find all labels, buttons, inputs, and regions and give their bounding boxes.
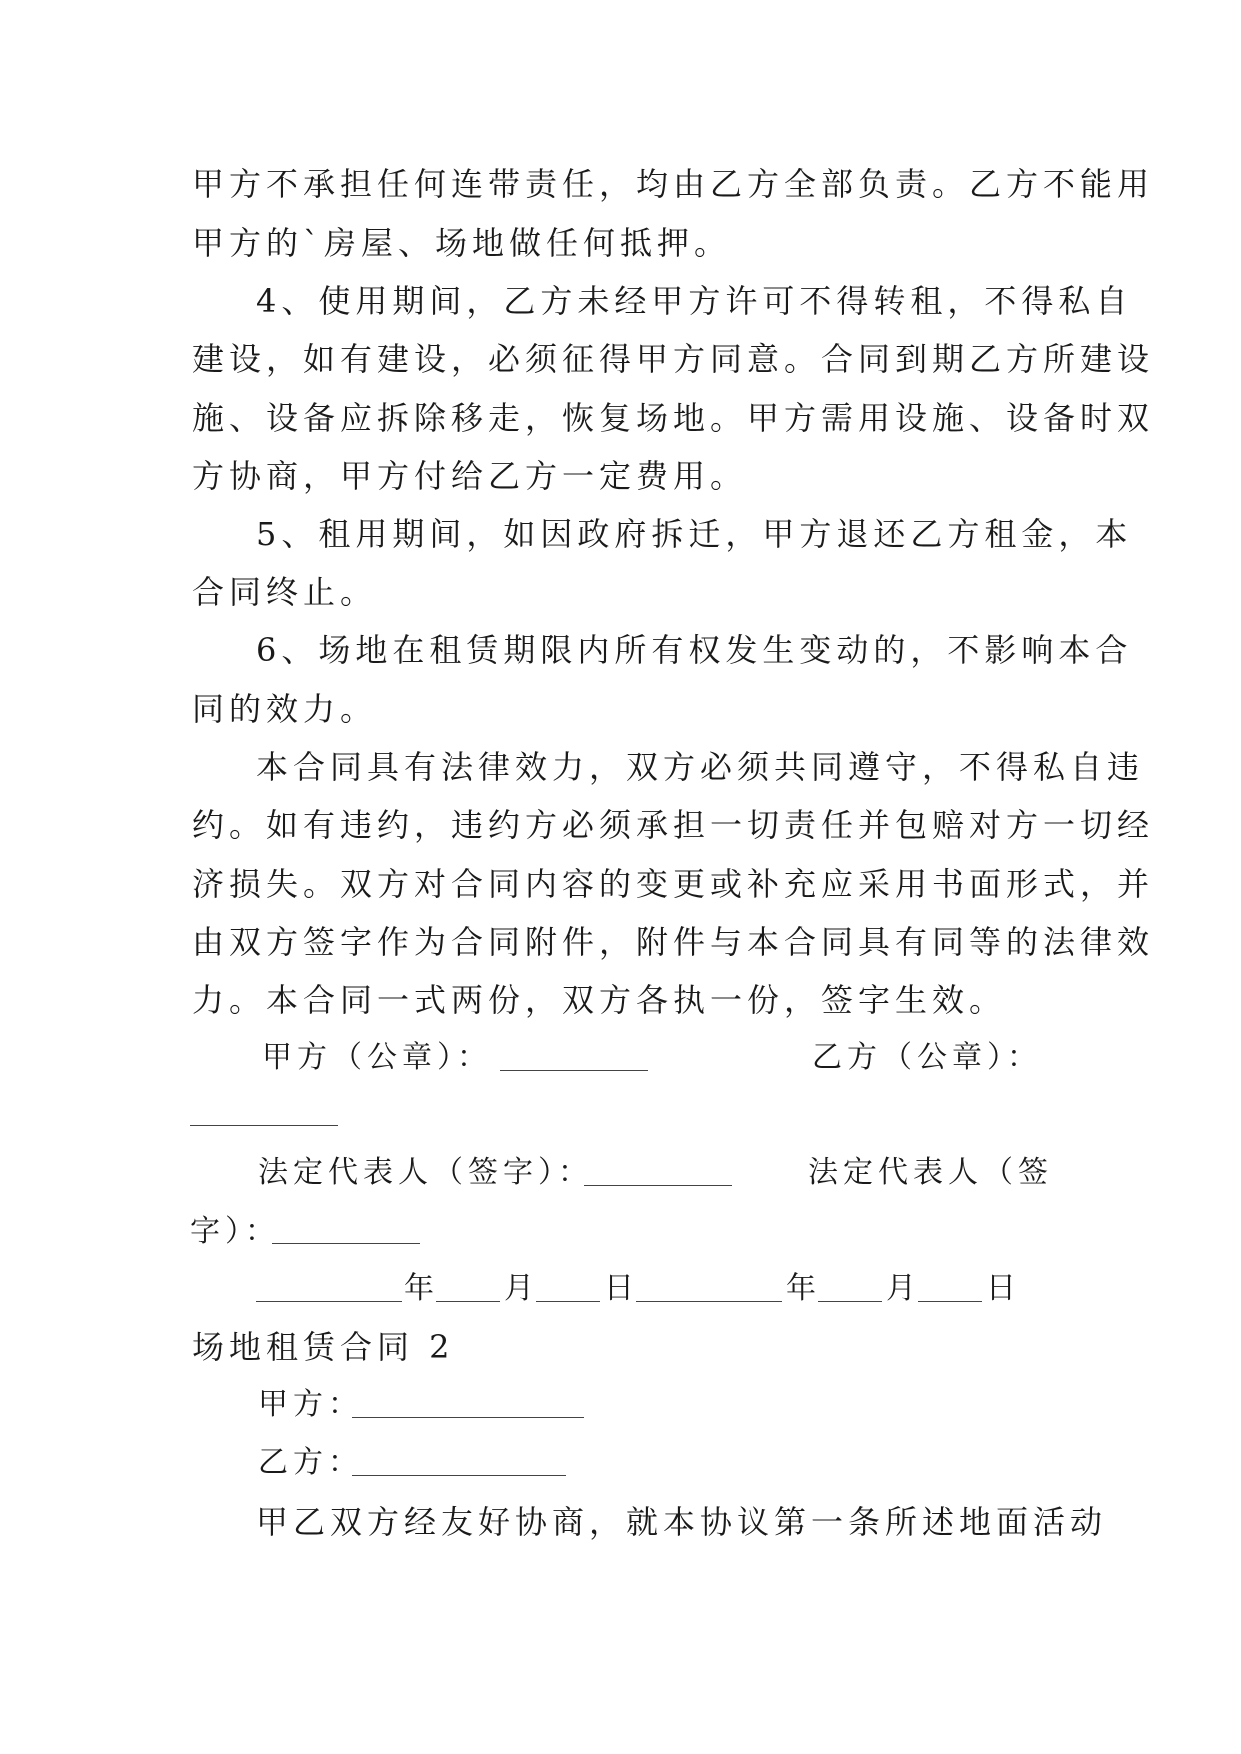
date-a-month-label: 月 <box>504 1271 539 1306</box>
date-b-year-label: 年 <box>786 1271 821 1306</box>
date-a-month-blank <box>436 1301 500 1302</box>
date-b-day-blank <box>918 1301 982 1302</box>
date-a-year-label: 年 <box>404 1271 439 1306</box>
party-a-seal-label: 甲方（公章）： <box>262 1040 492 1075</box>
body-line: 济损失。双方对合同内容的变更或补充应采用书面形式，并 <box>192 865 1155 903</box>
party-a-seal-blank <box>500 1070 648 1071</box>
body-line: 约。如有违约，违约方必须承担一切责任并包赔对方一切经 <box>192 806 1155 844</box>
date-b-year-blank <box>636 1301 782 1302</box>
closing-paragraph: 本合同具有法律效力，双方必须共同遵守，不得私自违 <box>256 748 1145 786</box>
legal-rep-b-blank <box>272 1243 420 1244</box>
body-line: 建设，如有建设，必须征得甲方同意。合同到期乙方所建设 <box>192 340 1155 378</box>
body-line: 合同终止。 <box>192 573 378 611</box>
opening-paragraph: 甲乙双方经友好协商，就本协议第一条所述地面活动 <box>256 1503 1108 1541</box>
legal-rep-b-label: 法定代表人（签 <box>808 1155 1053 1190</box>
date-a-year-blank <box>256 1301 402 1302</box>
party-b-seal-blank <box>190 1125 338 1126</box>
body-line: 方协商，甲方付给乙方一定费用。 <box>192 457 748 495</box>
body-line: 施、设备应拆除移走，恢复场地。甲方需用设施、设备时双 <box>192 399 1155 437</box>
body-line: 甲方的`房屋、场地做任何抵押。 <box>192 224 732 262</box>
body-line: 力。本合同一式两份，双方各执一份，签字生效。 <box>192 981 1007 1019</box>
date-b-day-label: 日 <box>986 1271 1021 1306</box>
date-a-day-label: 日 <box>604 1271 639 1306</box>
date-b-month-label: 月 <box>886 1271 921 1306</box>
date-a-day-blank <box>536 1301 600 1302</box>
legal-rep-b-label-cont: 字）： <box>190 1214 280 1249</box>
body-line: 由双方签字作为合同附件，附件与本合同具有同等的法律效 <box>192 923 1155 961</box>
clause-6: 6、场地在租赁期限内所有权发生变动的，不影响本合 <box>256 631 1133 669</box>
body-line: 同的效力。 <box>192 690 378 728</box>
party-b-label: 乙方： <box>258 1445 363 1480</box>
party-a-label: 甲方： <box>258 1387 363 1422</box>
clause-5: 5、租用期间，如因政府拆迁，甲方退还乙方租金，本 <box>256 515 1133 553</box>
party-b-blank <box>352 1475 566 1476</box>
legal-rep-a-blank <box>584 1185 732 1186</box>
clause-4: 4、使用期间，乙方未经甲方许可不得转租，不得私自 <box>256 282 1133 320</box>
section-title: 场地租赁合同 2 <box>192 1328 455 1366</box>
legal-rep-a-label: 法定代表人（签字）： <box>258 1155 593 1190</box>
body-line: 甲方不承担任何连带责任，均由乙方全部负责。乙方不能用 <box>192 165 1155 203</box>
date-b-month-blank <box>818 1301 882 1302</box>
party-a-blank <box>352 1417 584 1418</box>
party-b-seal-label: 乙方（公章）： <box>812 1040 1042 1075</box>
